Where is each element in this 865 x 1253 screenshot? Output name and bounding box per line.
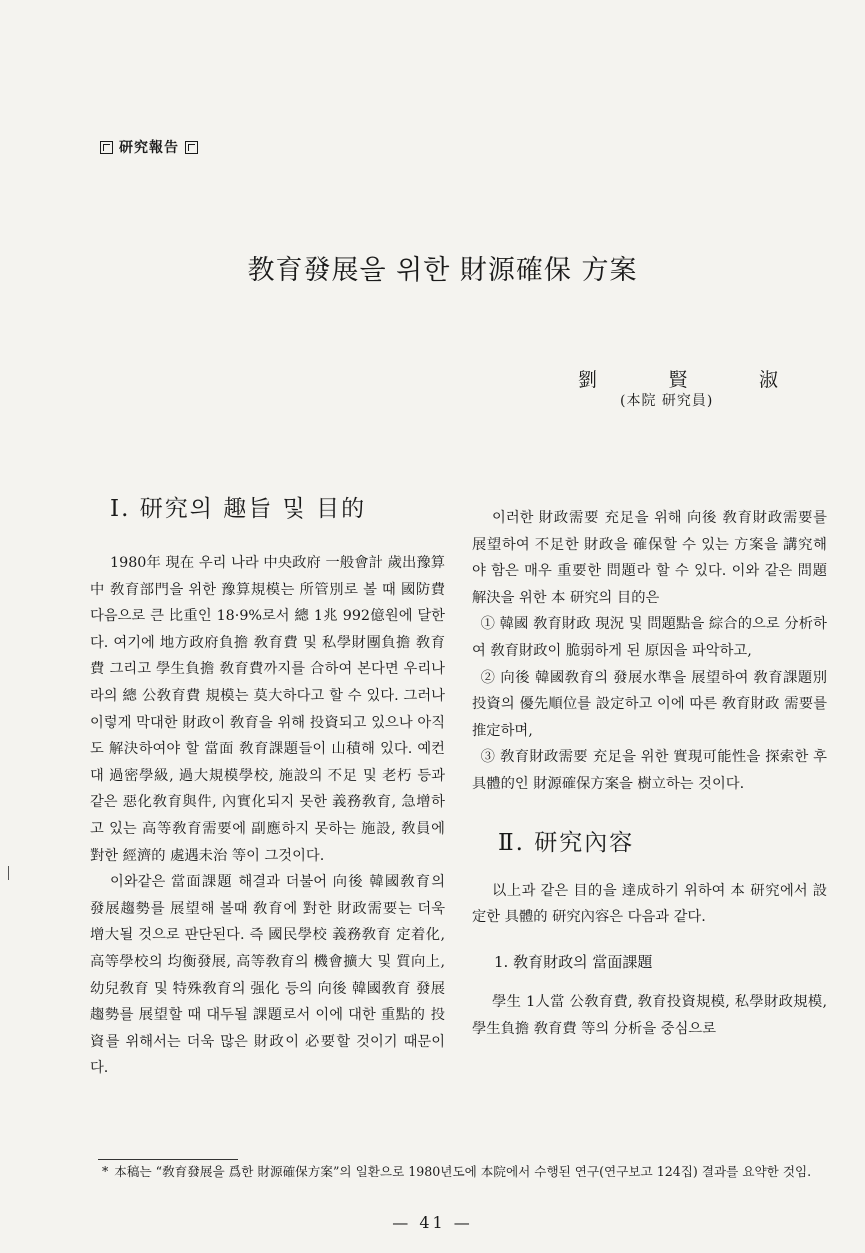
section-heading: I. 研究의 趣旨 및 目的 — [110, 496, 367, 522]
article-title: 教育發展을 위한 財源確保 方案 — [247, 255, 638, 286]
author-name-char: 劉 — [578, 369, 598, 391]
report-category-tag — [100, 137, 198, 157]
author-affiliation: (本院 研究員) — [620, 393, 714, 409]
box-bullet-icon — [100, 141, 113, 154]
body-paragraph: 以上과 같은 目的을 達成하기 위하여 本 研究에서 設定한 具體的 研究內容은 다음과 같다. — [472, 882, 827, 926]
section-heading: Ⅱ. 研究內容 — [498, 829, 635, 856]
report-category-label: 研究報告 — [119, 140, 179, 156]
left-column — [90, 492, 445, 1082]
box-bullet-icon — [185, 141, 198, 154]
page-number: — 41 — — [392, 1213, 473, 1232]
author-name — [578, 365, 778, 392]
objective-list-item: ③ 敎育財政需要 充足을 위한 實現可能性을 探索한 후 具體的인 財源確保方案을 樹立하는 것이다. — [472, 749, 827, 792]
body-paragraph: 1980年 現在 우리 나라 中央政府 一般會計 歲出豫算中 敎育部門을 위한 豫算規模는 所管別로 볼 때 國防費 다음으로 큰 比重인 18·9%로서 總 1兆 992億원에 달한다. 여기에 地方政府負擔 敎育費 및 私學財團負擔 敎育費 그리고 學生負擔 敎育費까지를 合하여 본다면 우리나라의 總 公敎育費 規模는 莫大하다고 할 수 있다. 그러나 이렇게 막대한 財政이 敎育을 위해 投資되고 있으나 아직도 解決하여야 할 當面 敎育課題들이 山積해 있다. 예컨대 過密學級, 過大規模學校, 施設의 不足 및 老朽 등과 같은 惡化敎育與件, 內實化되지 못한 義務敎育, 急增하고 있는 高等敎育需要에 副應하지 못하는 施設, 敎員에 對한 經濟的 處遇未治 等이 그것이다. — [90, 555, 445, 864]
author-name-char: 賢 — [668, 369, 688, 391]
body-paragraph: 學生 1人當 公敎育費, 敎育投資規模, 私學財政規模, 學生負擔 敎育費 等의 分析을 중심으로 — [472, 994, 827, 1037]
body-paragraph: 이러한 財政需要 充足을 위해 向後 敎育財政需要를 展望하여 不足한 財政을 確保할 수 있는 方案을 講究해야 함은 매우 重要한 問題라 할 수 있다. 이와 같은 問題解決을 위한 本 研究의 目的은 — [472, 510, 827, 606]
subsection-heading: 1. 敎育財政의 當面課題 — [494, 952, 653, 971]
footnote — [102, 1162, 842, 1182]
author-name-char: 淑 — [758, 369, 778, 391]
footnote-rule — [98, 1159, 238, 1160]
objective-list-item: ② 向後 韓國敎育의 發展水準을 展望하여 敎育課題別 投資의 優先順位를 設定하고 이에 따른 敎育財政 需要를 推定하며, — [472, 669, 827, 739]
footnote-mark: * — [102, 1164, 109, 1179]
footnote-text: 本稿는 “敎育發展을 爲한 財源確保方案”의 일환으로 1980년도에 本院에서 수행된 연구(연구보고 124집) 결과를 요약한 것임. — [114, 1164, 812, 1179]
margin-mark — [8, 866, 9, 880]
body-paragraph: 이와같은 當面課題 해결과 더불어 向後 韓國敎育의 發展趨勢를 展望해 볼때 敎育에 對한 財政需要는 더욱 增大될 것으로 판단된다. 즉 國民學校 義務敎育 定着化, 高等學校의 均衡發展, 高等敎育의 機會擴大 및 質向上, 幼兒敎育 및 特殊敎育의 强化 등의 向後 韓國敎育 發展趨勢를 展望할 때 대두될 課題로서 이에 대한 重點的 投資를 위해서는 더욱 많은 財政이 必要할 것이기 때문이다. — [90, 874, 445, 1077]
objective-list-item: ① 韓國 敎育財政 現況 및 問題點을 綜合的으로 分析하여 敎育財政이 脆弱하게 된 原因을 파악하고, — [472, 616, 827, 659]
right-column — [472, 505, 827, 1043]
